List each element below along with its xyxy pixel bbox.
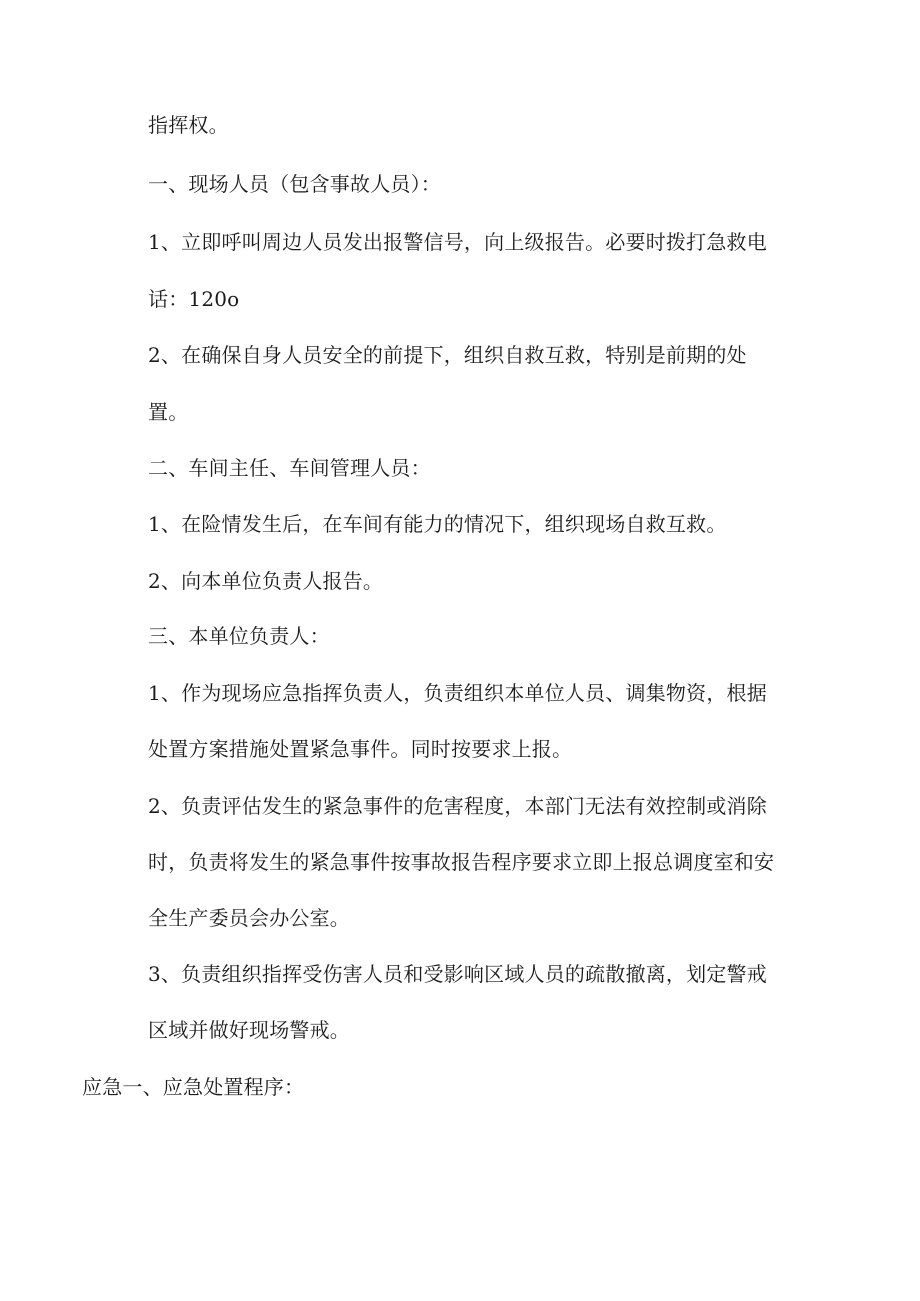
paragraph-line: 1、在险情发生后，在车间有能力的情况下，组织现场自救互救。 xyxy=(148,512,727,536)
paragraph-line: 时，负责将发生的紧急事件按事故报告程序要求立即上报总调度室和安 xyxy=(148,850,775,874)
section-heading-unit-leader: 三、本单位负责人： xyxy=(148,624,330,648)
paragraph-line: 2、在确保自身人员安全的前提下，组织自救互救，特别是前期的处 xyxy=(148,343,747,367)
paragraph-line: 处置方案措施处置紧急事件。同时按要求上报。 xyxy=(148,737,573,761)
paragraph-line: 3、负责组织指挥受伤害人员和受影响区域人员的疏散撤离，划定警戒 xyxy=(148,962,767,986)
paragraph-line: 2、向本单位负责人报告。 xyxy=(148,569,384,593)
paragraph-line: 1、立即呼叫周边人员发出报警信号，向上级报告。必要时拨打急救电 xyxy=(148,230,767,254)
text-line-continuation: 指挥权。 xyxy=(148,113,229,137)
section-heading-emergency-procedure: 应急一、应急处置程序： xyxy=(82,1075,305,1099)
paragraph-line: 全生产委员会办公室。 xyxy=(148,906,350,930)
paragraph-line: 话：120o xyxy=(148,287,240,311)
paragraph-line: 置。 xyxy=(148,400,189,424)
section-heading-site-personnel: 一、现场人员（包含事故人员）： xyxy=(148,172,441,196)
section-heading-workshop-managers: 二、车间主任、车间管理人员： xyxy=(148,456,431,480)
paragraph-line: 区域并做好现场警戒。 xyxy=(148,1018,350,1042)
paragraph-line: 1、作为现场应急指挥负责人，负责组织本单位人员、调集物资，根据 xyxy=(148,681,767,705)
paragraph-line: 2、负责评估发生的紧急事件的危害程度，本部门无法有效控制或消除 xyxy=(148,794,767,818)
